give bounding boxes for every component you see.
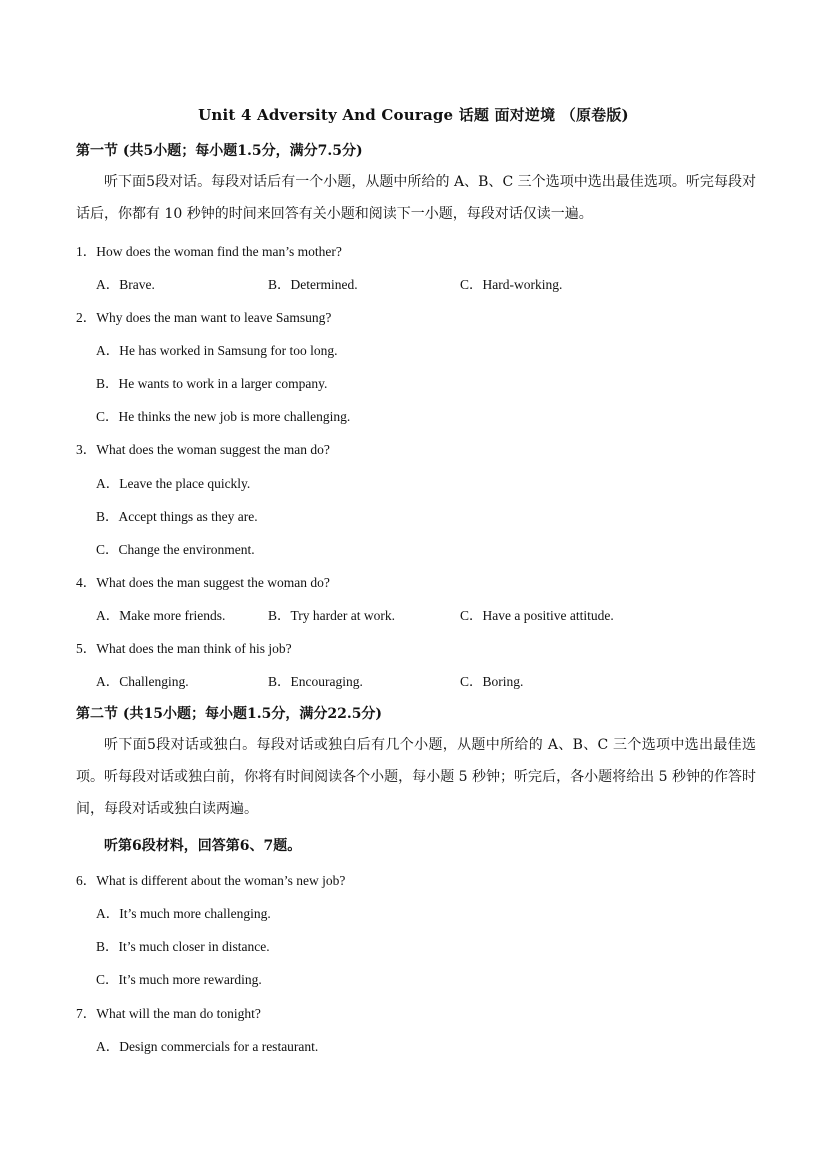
document-title: Unit 4 Adversity And Courage 话题 面对逆境 （原卷版) bbox=[198, 106, 629, 124]
q4-option-a: A．Make more friends. bbox=[96, 608, 226, 623]
q2-option-a: A．He has worked in Samsung for too long. bbox=[96, 343, 338, 358]
q3-option-b: B．Accept things as they are. bbox=[96, 509, 258, 524]
question-3: 3．What does the woman suggest the man do? bbox=[76, 442, 330, 457]
section2-instructions: 听下面5段对话或独白。每段对话或独白后有几个小题，从题中所给的 A、B、C 三个选项中选出最佳选项。听每段对话或独白前，你将有时间阅读各个小题，每小题 5 秒钟；听完后，各小题将给出 5 秒钟的作答时间，每段对话或独白读两遍。 bbox=[76, 737, 756, 817]
q1-option-a: A．Brave. bbox=[96, 277, 155, 292]
section2-heading: 第二节 (共15小题；每小题1.5分，满分22.5分) bbox=[76, 706, 383, 722]
section2-subheading: 听第6段材料，回答第6、7题。 bbox=[104, 838, 302, 854]
q4-option-c: C．Have a positive attitude. bbox=[460, 608, 614, 623]
question-7: 7．What will the man do tonight? bbox=[76, 1006, 261, 1021]
q7-option-a: A．Design commercials for a restaurant. bbox=[96, 1039, 319, 1054]
q5-option-b: B．Encouraging. bbox=[268, 674, 363, 689]
q4-option-b: B．Try harder at work. bbox=[268, 608, 395, 623]
q6-option-a: A．It’s much more challenging. bbox=[96, 906, 271, 921]
question-5: 5．What does the man think of his job? bbox=[76, 641, 292, 656]
question-4: 4．What does the man suggest the woman do? bbox=[76, 575, 330, 590]
section1-instructions: 听下面5段对话。每段对话后有一个小题，从题中所给的 A、B、C 三个选项中选出最佳选项。听完每段对话后，你都有 10 秒钟的时间来回答有关小题和阅读下一小题，每段对话仅读一遍。 bbox=[76, 174, 756, 222]
q3-option-c: C．Change the environment. bbox=[96, 542, 255, 557]
section1-heading: 第一节 (共5小题；每小题1.5分，满分7.5分) bbox=[76, 143, 363, 159]
q1-option-c: C．Hard-working. bbox=[460, 277, 563, 292]
question-1: 1．How does the woman find the man’s mother? bbox=[76, 244, 342, 259]
q2-option-b: B．He wants to work in a larger company. bbox=[96, 376, 328, 391]
q6-option-c: C．It’s much more rewarding. bbox=[96, 972, 262, 987]
q1-option-b: B．Determined. bbox=[268, 277, 358, 292]
q5-option-c: C．Boring. bbox=[460, 674, 524, 689]
q5-option-a: A．Challenging. bbox=[96, 674, 189, 689]
q2-option-c: C．He thinks the new job is more challenging. bbox=[96, 409, 351, 424]
question-6: 6．What is different about the woman’s new job? bbox=[76, 873, 346, 888]
q6-option-b: B．It’s much closer in distance. bbox=[96, 939, 270, 954]
q3-option-a: A．Leave the place quickly. bbox=[96, 476, 251, 491]
question-2: 2．Why does the man want to leave Samsung? bbox=[76, 310, 332, 325]
